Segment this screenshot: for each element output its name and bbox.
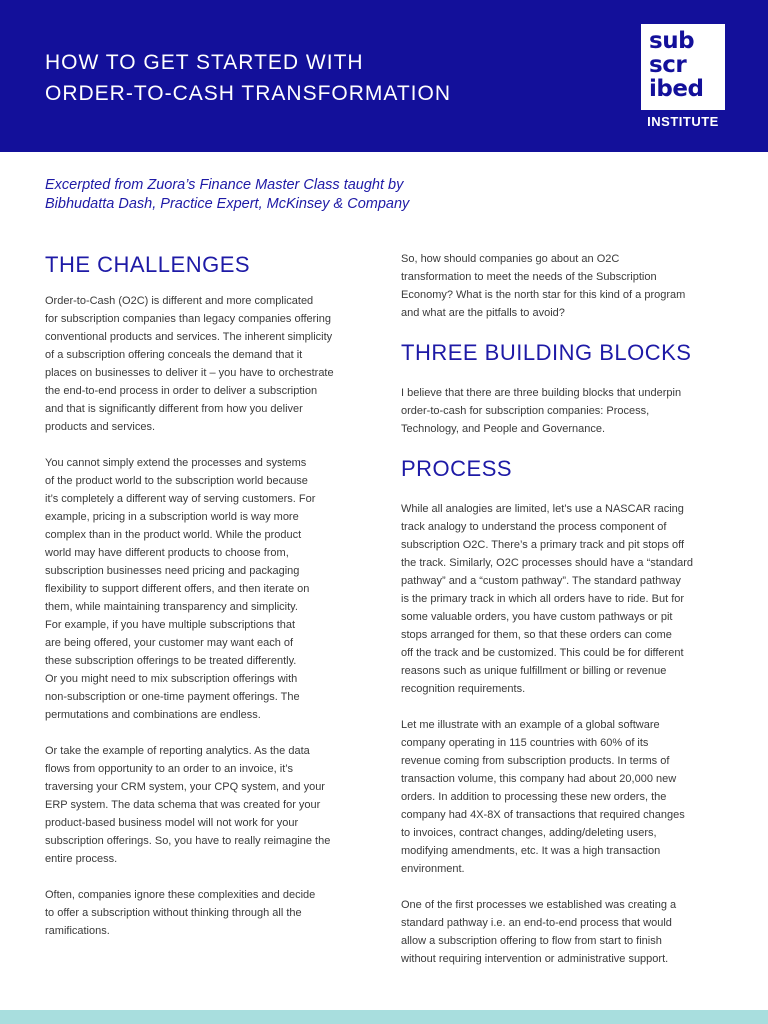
text-line: it’s completely a different way of serving customers. For bbox=[45, 493, 316, 505]
paragraph bbox=[401, 250, 731, 322]
text-line: traversing your CRM system, your CPQ system, and your bbox=[45, 781, 325, 793]
text-line: company operating in 115 countries with 60% of its bbox=[401, 737, 649, 749]
paragraph bbox=[45, 742, 371, 868]
footer-strip bbox=[0, 1010, 768, 1024]
text-line: company had 4X-8X of transactions that required changes bbox=[401, 809, 685, 821]
text-line: Order-to-Cash (O2C) is different and more complicated bbox=[45, 295, 314, 307]
title-line-2: ORDER-TO-CASH TRANSFORMATION bbox=[45, 82, 452, 105]
text-line: of the product world to the subscription world because bbox=[45, 475, 308, 487]
text-line: them, while maintaining transparency and simplicity. bbox=[45, 601, 298, 613]
text-line: order-to-cash for subscription companies: Process, bbox=[401, 405, 650, 417]
intro-attribution bbox=[45, 176, 465, 214]
text-line: conventional products and services. The inherent simplicity bbox=[45, 331, 333, 343]
text-line: without requiring intervention or administrative support. bbox=[401, 953, 669, 965]
text-line: of a subscription offering conceals the demand that it bbox=[45, 349, 303, 361]
subscribed-logo bbox=[641, 24, 725, 110]
text-line: product-based business model will not work for your bbox=[45, 817, 299, 829]
text-line: orders. In addition to processing these new orders, the bbox=[401, 791, 667, 803]
section-heading-challenges: THE CHALLENGES bbox=[45, 252, 251, 277]
page-header bbox=[0, 0, 768, 152]
paragraph bbox=[45, 886, 371, 940]
text-line: the track. Similarly, O2C processes should have a “standard bbox=[401, 557, 694, 569]
text-line: and what are the pitfalls to avoid? bbox=[401, 307, 565, 319]
text-line: world may have different products to choose from, bbox=[45, 547, 289, 559]
text-line: products and services. bbox=[45, 421, 156, 433]
text-line: While all analogies are limited, let’s use a NASCAR racing bbox=[401, 503, 684, 515]
text-line: are being offered, your customer may want each of bbox=[45, 637, 294, 649]
text-line: stops arranged for them, so that these orders can come bbox=[401, 629, 672, 641]
text-line: I believe that there are three building blocks that underpin bbox=[401, 387, 682, 399]
text-line: flows from opportunity to an order to an invoice, it’s bbox=[45, 763, 294, 775]
text-line: subscription O2C. There’s a primary track and pit stops off bbox=[401, 539, 685, 551]
text-line: non-subscription or one-time payment offerings. The bbox=[45, 691, 300, 703]
text-line: ramifications. bbox=[45, 925, 110, 937]
text-line: permutations and combinations are endless. bbox=[45, 709, 261, 721]
text-line: and that is significantly different from how you deliver bbox=[45, 403, 303, 415]
logo-subtitle: INSTITUTE bbox=[647, 114, 719, 129]
text-line: transaction volume, this company had about 20,000 new bbox=[401, 773, 677, 785]
text-line: environment. bbox=[401, 863, 465, 875]
text-line: to invoices, contract changes, adding/deleting users, bbox=[401, 827, 657, 839]
text-line: For example, if you have multiple subscriptions that bbox=[45, 619, 296, 631]
text-line: flexibility to support different offers, and then iterate on bbox=[45, 583, 310, 595]
paragraph bbox=[45, 454, 371, 724]
text-line: So, how should companies go about an O2C bbox=[401, 253, 620, 265]
paragraph bbox=[45, 292, 371, 436]
text-line: places on businesses to deliver it – you have to orchestrate bbox=[45, 367, 334, 379]
intro-line-1: Excerpted from Zuora’s Finance Master Class taught by bbox=[45, 177, 404, 193]
text-line: reasons such as unique fulfillment or billing or revenue bbox=[401, 665, 667, 677]
paragraph bbox=[401, 500, 731, 698]
logo-line-2: scr bbox=[649, 52, 687, 78]
paragraph bbox=[401, 716, 731, 878]
text-line: is the primary track in which all orders have to ride. But for bbox=[401, 593, 685, 605]
text-line: You cannot simply extend the processes and systems bbox=[45, 457, 307, 469]
intro-line-2: Bibhudatta Dash, Practice Expert, McKinsey & Company bbox=[45, 196, 410, 212]
text-line: subscription businesses need pricing and packaging bbox=[45, 565, 300, 577]
text-line: allow a subscription offering to flow from start to finish bbox=[401, 935, 662, 947]
text-line: the end-to-end process in order to deliver a subscription bbox=[45, 385, 318, 397]
text-line: off the track and be customized. This could be for different bbox=[401, 647, 684, 659]
logo-line-1: sub bbox=[649, 28, 695, 54]
text-line: entire process. bbox=[45, 853, 118, 865]
text-line: Technology, and People and Governance. bbox=[401, 423, 606, 435]
text-line: these subscription offerings to be treated differently. bbox=[45, 655, 297, 667]
text-line: subscription offerings. So, you have to really reimagine the bbox=[45, 835, 331, 847]
section-heading-building-blocks: THREE BUILDING BLOCKS bbox=[401, 340, 692, 365]
text-line: Or you might need to mix subscription offerings with bbox=[45, 673, 298, 685]
logo-line-3: ibed bbox=[649, 76, 704, 102]
text-line: Let me illustrate with an example of a global software bbox=[401, 719, 660, 731]
title-line-1: HOW TO GET STARTED WITH bbox=[45, 51, 364, 74]
text-line: One of the first processes we established was creating a bbox=[401, 899, 677, 911]
section-heading-process: PROCESS bbox=[401, 456, 513, 481]
text-line: pathway” and a “custom pathway”. The standard pathway bbox=[401, 575, 681, 587]
right-column bbox=[401, 250, 731, 968]
text-line: modifying amendments, etc. It was a high transaction bbox=[401, 845, 661, 857]
text-line: Economy? What is the north star for this kind of a program bbox=[401, 289, 686, 301]
text-line: complex than in the product world. While the product bbox=[45, 529, 302, 541]
text-line: example, pricing in a subscription world is way more bbox=[45, 511, 299, 523]
text-line: revenue coming from subscription products. In terms of bbox=[401, 755, 670, 767]
text-line: ERP system. The data schema that was created for your bbox=[45, 799, 321, 811]
text-line: transformation to meet the needs of the Subscription bbox=[401, 271, 657, 283]
text-line: recognition requirements. bbox=[401, 683, 526, 695]
text-line: some valuable orders, you have custom pathways or pit bbox=[401, 611, 673, 623]
text-line: Often, companies ignore these complexities and decide bbox=[45, 889, 316, 901]
paragraph bbox=[401, 896, 731, 968]
paragraph bbox=[401, 384, 731, 438]
text-line: standard pathway i.e. an end-to-end process that would bbox=[401, 917, 672, 929]
text-line: Or take the example of reporting analytics. As the data bbox=[45, 745, 310, 757]
text-line: for subscription companies than legacy companies offering bbox=[45, 313, 331, 325]
text-line: track analogy to understand the process component of bbox=[401, 521, 667, 533]
left-column bbox=[45, 250, 371, 940]
text-line: to offer a subscription without thinking through all the bbox=[45, 907, 302, 919]
page-title bbox=[45, 47, 605, 109]
